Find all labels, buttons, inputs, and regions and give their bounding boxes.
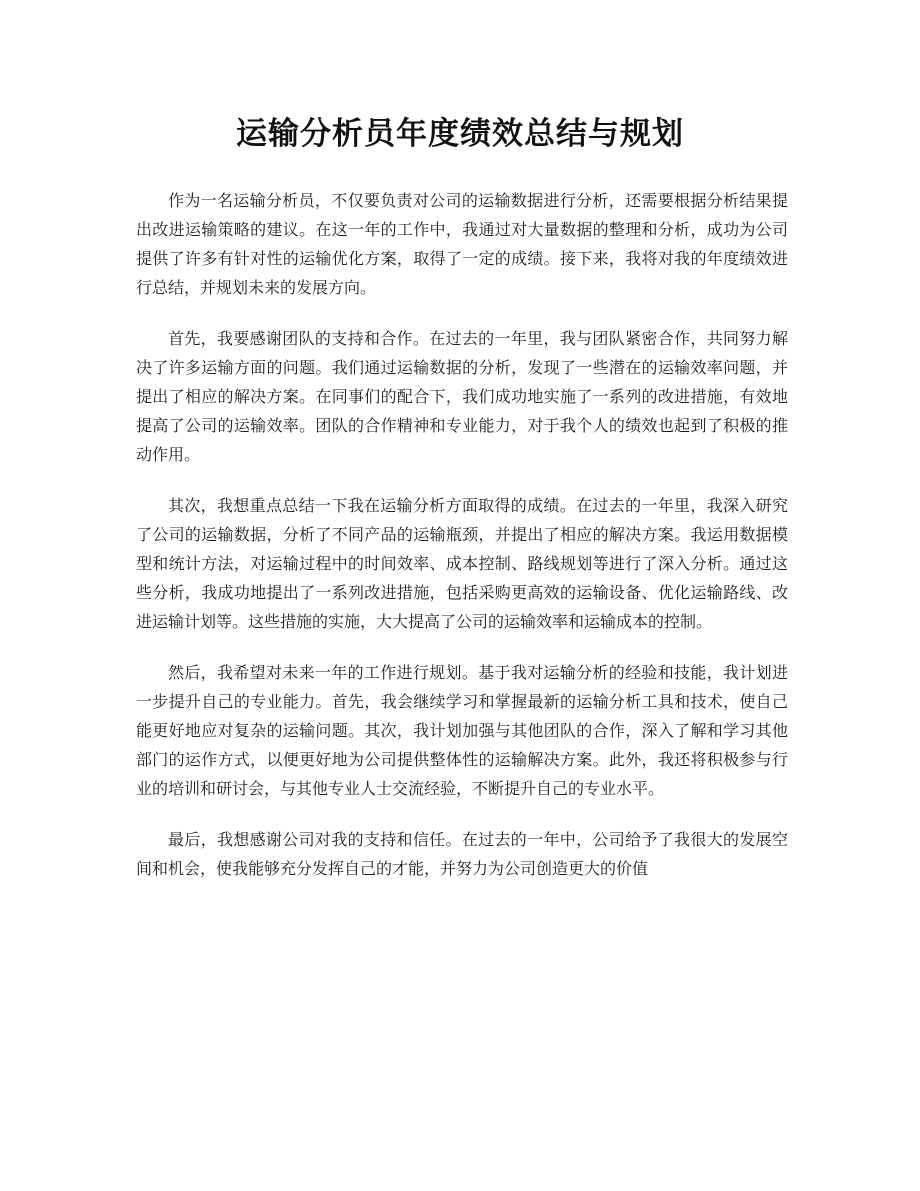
paragraph-4: 然后，我希望对未来一年的工作进行规划。基于我对运输分析的经验和技能，我计划进一步提升自己的专业能力。首先，我会继续学习和掌握最新的运输分析工具和技术，使自己能更好地应对复杂的运输问题。其次，我计划加强与其他团队的合作，深入了解和学习其他部门的运作方式，以便更好地为公司提供整体性的运输解决方案。此外，我还将积极参与行业的培训和研讨会，与其他专业人士交流经验，不断提升自己的专业水平。 — [136, 663, 788, 798]
paragraph-5: 最后，我想感谢公司对我的支持和信任。在过去的一年中，公司给予了我很大的发展空间和机会，使我能够充分发挥自己的才能，并努力为公司创造更大的价值 — [136, 830, 788, 878]
paragraph-1: 作为一名运输分析员，不仅要负责对公司的运输数据进行分析，还需要根据分析结果提出改进运输策略的建议。在这一年的工作中，我通过对大量数据的整理和分析，成功为公司提供了许多有针对性的运输优化方案，取得了一定的成绩。接下来，我将对我的年度绩效进行总结，并规划未来的发展方向。 — [136, 191, 788, 297]
paragraph-2: 首先，我要感谢团队的支持和合作。在过去的一年里，我与团队紧密合作，共同努力解决了许多运输方面的问题。我们通过运输数据的分析，发现了一些潜在的运输效率问题，并提出了相应的解决方案。在同事们的配合下，我们成功地实施了一系列的改进措施，有效地提高了公司的运输效率。团队的合作精神和专业能力，对于我个人的绩效也起到了积极的推动作用。 — [136, 329, 788, 464]
paragraph-3: 其次，我想重点总结一下我在运输分析方面取得的成绩。在过去的一年里，我深入研究了公司的运输数据，分析了不同产品的运输瓶颈，并提出了相应的解决方案。我运用数据模型和统计方法，对运输过程中的时间效率、成本控制、路线规划等进行了深入分析。通过这些分析，我成功地提出了一系列改进措施，包括采购更高效的运输设备、优化运输路线、改进运输计划等。这些措施的实施，大大提高了公司的运输效率和运输成本的控制。 — [136, 496, 788, 631]
document-title: 运输分析员年度绩效总结与规划 — [236, 116, 684, 152]
document-body — [136, 186, 788, 905]
